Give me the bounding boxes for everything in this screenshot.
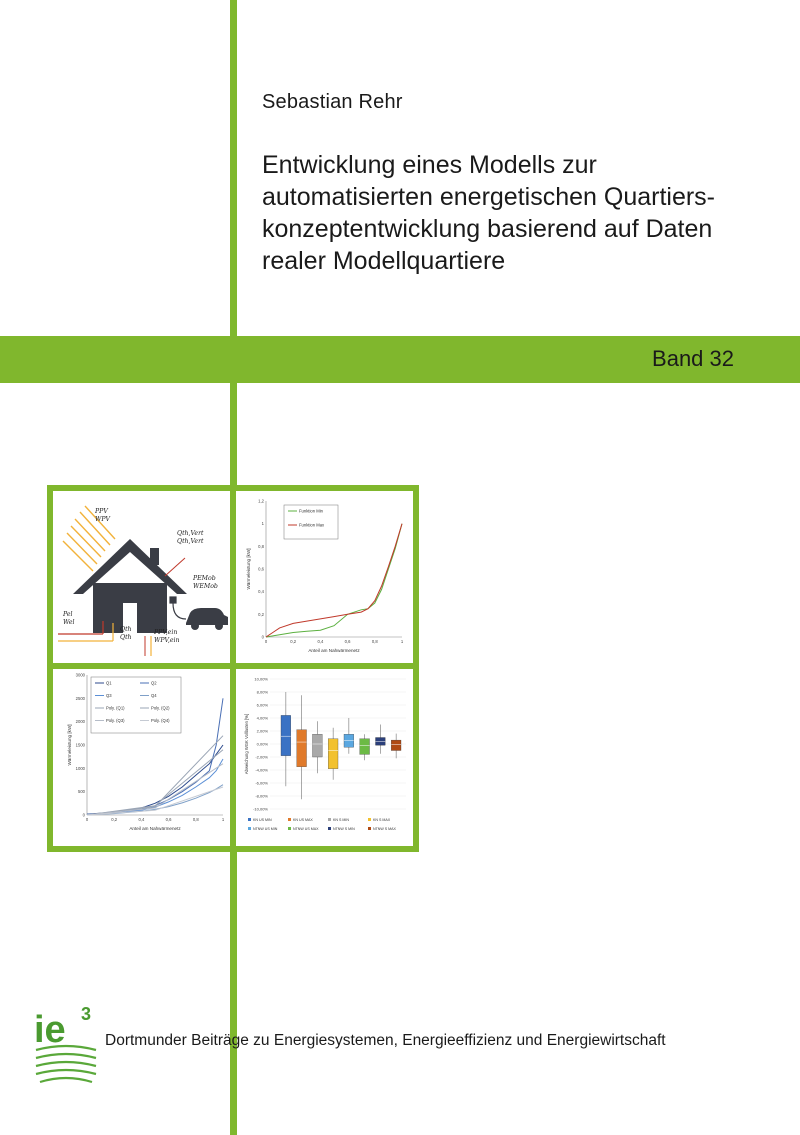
y-tick-label: 10,00% — [254, 676, 268, 682]
x-tick-label: 0 — [85, 817, 89, 822]
legend-label: Q2 — [151, 680, 157, 686]
series-line — [266, 524, 402, 637]
chart-2-svg — [236, 669, 413, 846]
legend-label: Q1 — [106, 680, 112, 686]
y-tick-label: 0 — [261, 634, 264, 640]
series-line — [87, 745, 223, 814]
house-icon — [73, 539, 187, 633]
legend-swatch — [328, 818, 331, 821]
y-tick-label: 0,8 — [258, 543, 264, 549]
x-tick-label: 1 — [221, 817, 225, 822]
house-figure-label: Pel — [63, 611, 73, 618]
x-tick-label: 0,2 — [111, 817, 118, 822]
legend-swatch — [248, 827, 251, 830]
legend-label: NTNW S MAX — [373, 827, 396, 831]
house-figure-label: Wel — [63, 619, 75, 626]
y-tick-label: 0,00% — [256, 741, 268, 747]
legend-label: Poly. (Q4) — [151, 718, 170, 723]
legend-swatch — [368, 818, 371, 821]
y-axis-label: Wärmeleistung [kW] — [246, 548, 251, 590]
series-line — [87, 787, 223, 815]
ie3-logo-icon — [32, 998, 100, 1088]
house-figure-label: Qth — [120, 626, 132, 633]
y-tick-label: 1 — [261, 521, 264, 527]
house-figure-label: WPV — [95, 516, 110, 523]
legend-label: KN US MAX — [293, 818, 313, 822]
y-tick-label: 500 — [78, 789, 85, 795]
box-body — [281, 715, 291, 755]
house-energy-figure — [53, 491, 230, 663]
chart-1-svg — [53, 669, 230, 846]
legend-label: Funktion Min — [299, 508, 323, 514]
legend-label: NTNW US MAX — [293, 827, 319, 831]
x-tick-label: 1 — [400, 639, 404, 644]
box-body — [312, 734, 322, 757]
legend-label: Poly. (Q2) — [151, 705, 170, 711]
y-tick-label: 0,4 — [258, 589, 264, 595]
box-body — [297, 730, 307, 767]
y-tick-label: -2,00% — [255, 754, 268, 760]
car-icon — [186, 608, 228, 630]
ie3-logo — [32, 998, 100, 1093]
y-tick-label: 3000 — [75, 672, 85, 678]
series-title: Dortmunder Beiträge zu Energiesystemen, Energieeffizienz und Energiewirtschaft — [105, 1032, 666, 1049]
legend-swatch — [288, 818, 291, 821]
y-tick-label: 2500 — [75, 695, 85, 701]
house-figure-label: PPV,ein — [154, 629, 178, 636]
x-axis-label: Anteil am Nahwärmenetz — [129, 826, 181, 831]
x-tick-label: 0,4 — [138, 817, 145, 822]
y-axis-label: Abweichung WGK Volllasten [%] — [244, 713, 249, 775]
legend-label: NTNW S MIN — [333, 827, 355, 831]
y-tick-label: 2,00% — [256, 728, 268, 734]
y-tick-label: 1500 — [75, 742, 85, 748]
band-banner — [0, 336, 800, 383]
y-tick-label: 0,6 — [258, 566, 264, 572]
house-figure-label: PPV — [95, 508, 108, 515]
logo-sup: 3 — [81, 1004, 92, 1024]
chart-quartile-curves — [53, 669, 230, 846]
box-body — [328, 739, 338, 769]
author-name: Sebastian Rehr — [262, 91, 403, 113]
y-tick-label: -6,00% — [255, 780, 268, 786]
y-tick-label: 2000 — [75, 719, 85, 725]
legend-swatch — [248, 818, 251, 821]
logo-text: ie — [34, 1009, 66, 1051]
x-tick-label: 0,2 — [290, 639, 297, 644]
box-body — [391, 740, 401, 750]
y-tick-label: -10,00% — [253, 806, 268, 812]
y-tick-label: 6,00% — [256, 702, 268, 708]
series-line — [266, 524, 402, 637]
legend-label: KN US MIN — [253, 818, 272, 822]
book-title: Entwicklung eines Modells zur automatisierten energetischen Quartiers- konzeptentwicklung basierend auf Daten realer Modellquartiere — [262, 151, 716, 275]
legend-swatch — [328, 827, 331, 830]
y-axis-label: Wärmeleistung [kW] — [67, 724, 72, 766]
y-tick-label: 0 — [82, 812, 85, 818]
x-tick-label: 0,4 — [317, 639, 324, 644]
plug-icon — [170, 597, 186, 619]
legend-label: Q4 — [151, 693, 157, 698]
house-figure-label: PEMob — [193, 575, 216, 582]
legend-label: NTNW US MIN — [253, 827, 278, 831]
chart-boxplot-deviation — [236, 669, 413, 846]
legend-swatch — [368, 827, 371, 830]
figure-grid — [47, 485, 419, 852]
legend-label: KN S MIN — [333, 818, 349, 822]
legend-swatch — [288, 827, 291, 830]
legend-label: Poly. (Q1) — [106, 705, 125, 711]
house-figure-label: WEMob — [193, 583, 218, 590]
chart-function-min-max — [236, 491, 413, 663]
y-tick-label: -4,00% — [255, 767, 268, 773]
x-tick-label: 0,6 — [344, 639, 351, 644]
legend-label: Funktion Max — [299, 522, 325, 528]
x-tick-label: 0,6 — [165, 817, 172, 822]
legend-label: Q3 — [106, 693, 112, 698]
chart-0-svg — [236, 491, 413, 663]
box-body — [360, 739, 370, 755]
x-tick-label: 0,8 — [371, 639, 378, 644]
x-tick-label: 0,8 — [192, 817, 199, 822]
x-tick-label: 0 — [264, 639, 268, 644]
x-axis-label: Anteil am Nahwärmenetz — [308, 648, 360, 653]
y-tick-label: 4,00% — [256, 715, 268, 721]
house-figure-svg — [53, 491, 230, 663]
house-figure-label: Qth,Vert — [177, 530, 204, 537]
house-figure-label: Qth,Vert — [177, 538, 204, 545]
legend-label: Poly. (Q3) — [106, 718, 125, 723]
y-tick-label: 1000 — [75, 765, 85, 771]
y-tick-label: -8,00% — [255, 793, 268, 799]
y-tick-label: 8,00% — [256, 689, 268, 695]
house-figure-label: WPV,ein — [154, 637, 180, 644]
y-tick-label: 0,2 — [258, 611, 264, 617]
y-tick-label: 1,2 — [258, 498, 264, 504]
house-figure-label: Qth — [120, 634, 132, 641]
band-number: Band 32 — [652, 346, 734, 371]
legend-label: KN S MAX — [373, 818, 391, 822]
